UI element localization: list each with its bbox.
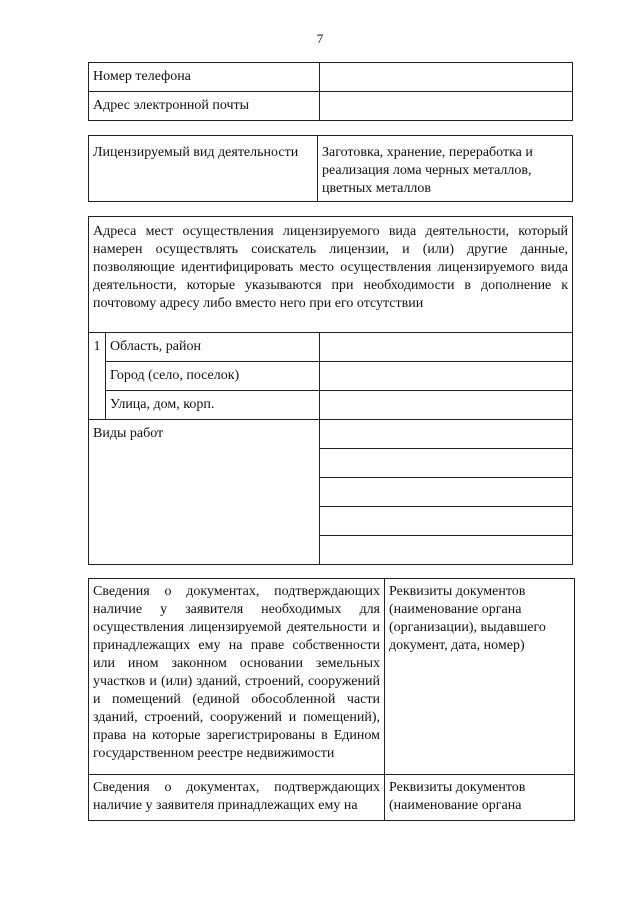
works-value-row [320, 536, 573, 565]
works-label: Виды работ [89, 420, 320, 565]
documents-value: Реквизиты документов (наименование органа [385, 775, 575, 821]
city-value [320, 362, 573, 391]
documents-label: Сведения о документах, подтверждающих наличие у заявителя необходимых для осуществления лицензируемой деятельности и принадлежащих ему на праве собственности или ином законном основании земельных участков и (или) зданий, строений, сооружений и помещений (единой обособленной части зданий, строений, сооружений и помещений), права на которые зарегистрированы в Едином государственном реестре недвижимости [89, 579, 385, 775]
locations-header: Адреса мест осуществления лицензируемого вида деятельности, который намерен осуществлять соискатель лицензии, и (или) другие данные, позволяющие идентифицировать место осуществления лицензируемого вида деятельности, которые указываются при необходимости в дополнение к почтовому адресу либо вместо него при его отсутствии [89, 217, 573, 333]
activity-label: Лицензируемый вид деятельности [89, 136, 318, 202]
works-value-row [320, 507, 573, 536]
street-value [320, 391, 573, 420]
documents-label: Сведения о документах, подтверждающих наличие у заявителя принадлежащих ему на [89, 775, 385, 821]
phone-value [320, 63, 573, 92]
locations-table [88, 216, 573, 565]
works-value-row [320, 478, 573, 507]
email-value [320, 92, 573, 121]
documents-value: Реквизиты документов (наименование органа (организации), выдавшего документ, дата, номер) [385, 579, 575, 775]
contacts-table [88, 62, 573, 121]
city-label: Город (село, поселок) [106, 362, 320, 391]
page-number: 7 [316, 31, 324, 46]
email-label: Адрес электронной почты [89, 92, 320, 121]
location-item-number: 1 [89, 333, 106, 420]
activity-value: Заготовка, хранение, переработка и реализация лома черных металлов, цветных металлов [318, 136, 573, 202]
region-value [320, 333, 573, 362]
region-label: Область, район [106, 333, 320, 362]
works-value-row [320, 449, 573, 478]
activity-table [88, 135, 573, 202]
works-value-row [320, 420, 573, 449]
documents-table [88, 578, 575, 821]
street-label: Улица, дом, корп. [106, 391, 320, 420]
phone-label: Номер телефона [89, 63, 320, 92]
